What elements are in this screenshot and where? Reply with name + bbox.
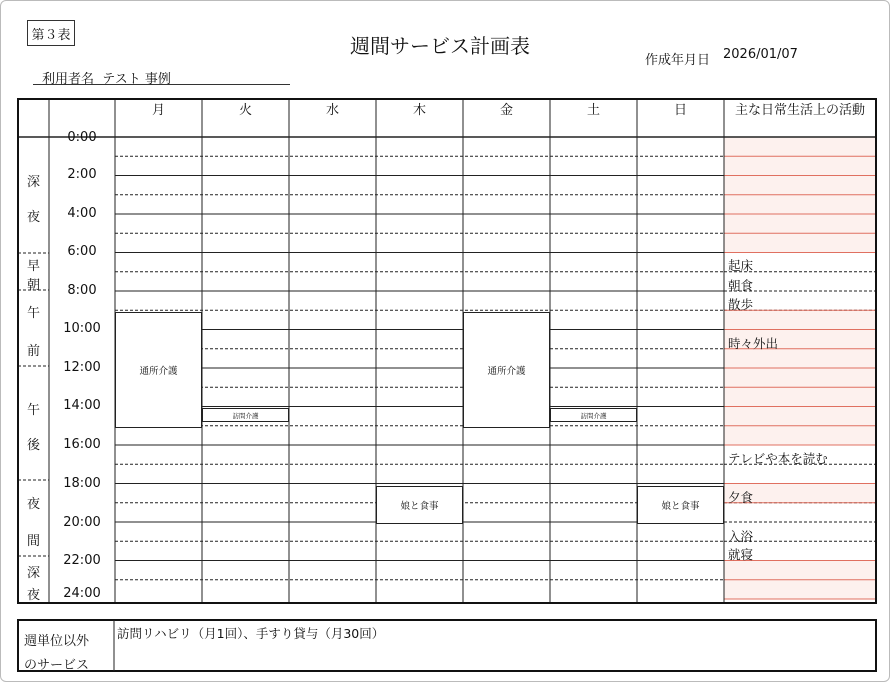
day-header-sun: 日 <box>673 103 687 118</box>
period-label: 夜 <box>26 497 40 512</box>
activity-breakfast: 朝食 <box>728 278 754 293</box>
time-label: 2:00 <box>67 167 97 182</box>
period-label: 間 <box>26 534 40 549</box>
created-date-label: 作成年月日 <box>645 53 711 68</box>
period-label: 深 <box>26 566 40 581</box>
other-services-text: 訪問リハビリ（月1回）、手すり貸与（月30回） <box>117 626 385 641</box>
activity-outing: 時々外出 <box>728 336 779 351</box>
period-label: 午 <box>26 306 40 321</box>
activity-walk: 散歩 <box>728 297 754 312</box>
period-label: 早 <box>26 259 40 274</box>
time-label: 6:00 <box>67 244 97 259</box>
period-label: 前 <box>26 344 40 359</box>
time-label: 14:00 <box>63 398 101 413</box>
day-header-sat: 土 <box>586 103 600 118</box>
activity-bath: 入浴 <box>728 529 754 544</box>
day-header-thu: 木 <box>412 103 426 118</box>
service-block-mon-day-care[interactable]: 通所介護 <box>115 312 202 428</box>
other-services-label-line2: のサービス <box>24 658 90 673</box>
time-label: 22:00 <box>63 553 101 568</box>
period-label: 深 <box>26 175 40 190</box>
service-block-thu-meal[interactable]: 娘と食事 <box>376 486 463 524</box>
time-label: 18:00 <box>63 476 101 491</box>
time-label: 0:00 <box>67 130 97 145</box>
other-services-label-line1: 週単位以外 <box>24 634 90 649</box>
period-label: 夜 <box>26 588 40 603</box>
service-block-sat-home-visit[interactable]: 訪問介護 <box>550 408 637 422</box>
service-block-fri-day-care[interactable]: 通所介護 <box>463 312 550 428</box>
user-name-label: 利用者名 <box>42 72 95 87</box>
day-header-fri: 金 <box>499 103 513 118</box>
period-label: 夜 <box>26 210 40 225</box>
time-label: 20:00 <box>63 515 101 530</box>
form-number-box: 第３表 <box>27 20 75 46</box>
user-name-value: テスト 事例 <box>102 72 171 87</box>
time-label: 12:00 <box>63 360 101 375</box>
activity-dinner: 夕食 <box>728 490 754 505</box>
time-label: 24:00 <box>63 586 101 601</box>
time-label: 4:00 <box>67 206 97 221</box>
time-label: 10:00 <box>63 321 101 336</box>
activities-header: 主な日常生活上の活動 <box>734 103 865 118</box>
activity-sleep: 就寝 <box>728 547 754 562</box>
period-label: 後 <box>26 438 40 453</box>
period-label: 朝 <box>26 278 40 293</box>
time-label: 8:00 <box>67 283 97 298</box>
service-block-tue-home-visit[interactable]: 訪問介護 <box>202 408 289 422</box>
service-block-sun-meal[interactable]: 娘と食事 <box>637 486 724 524</box>
period-label: 午 <box>26 403 40 418</box>
day-header-wed: 水 <box>325 103 339 118</box>
day-header-mon: 月 <box>151 103 165 118</box>
page-title: 週間サービス計画表 <box>350 34 530 58</box>
created-date-value: 2026/01/07 <box>723 47 798 62</box>
time-label: 16:00 <box>63 437 101 452</box>
activity-wake: 起床 <box>728 258 754 273</box>
activity-tv-books: テレビや本を読む <box>728 451 828 466</box>
activity-highlight <box>724 310 876 445</box>
day-header-tue: 火 <box>238 103 252 118</box>
